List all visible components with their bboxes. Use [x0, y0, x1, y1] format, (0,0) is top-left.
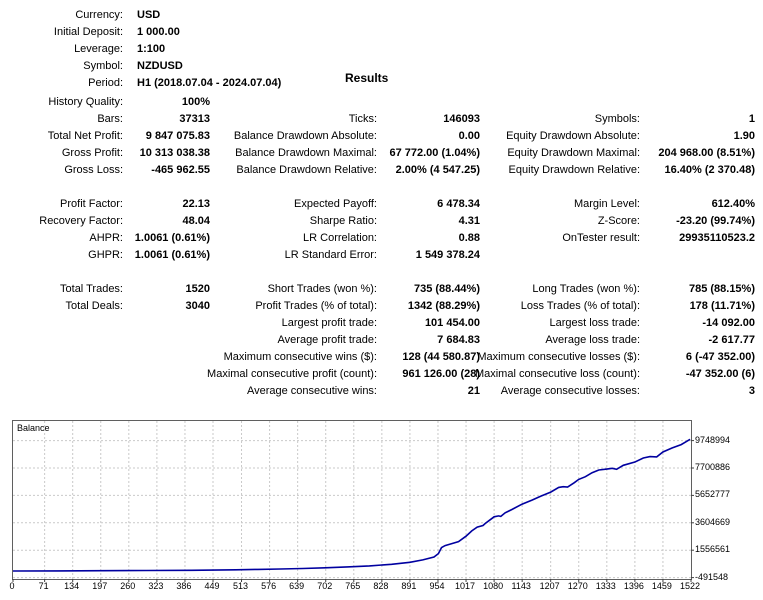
- stats-row: [0, 163, 763, 180]
- stat-value: 735 (88.44%): [413, 283, 480, 295]
- stat-value: 16.40% (2 370.48): [664, 164, 755, 176]
- stat-label: Gross Profit:: [61, 147, 123, 159]
- balance-line: [13, 439, 690, 571]
- stat-label: Profit Factor:: [60, 198, 123, 210]
- x-axis-label: 1333: [595, 581, 616, 591]
- stat-label: Maximal consecutive profit (count):: [207, 368, 377, 380]
- stat-label: Largest profit trade:: [281, 317, 377, 329]
- stat-label: Average consecutive losses:: [500, 385, 640, 397]
- header-value: H1 (2018.07.04 - 2024.07.04): [137, 77, 282, 89]
- stats-row: [0, 350, 763, 367]
- stats-row: [0, 231, 763, 248]
- stat-value: 22.13: [182, 198, 210, 210]
- x-axis-label: 1017: [455, 581, 476, 591]
- stat-value: -23.20 (99.74%): [676, 215, 755, 227]
- x-axis-label: 386: [176, 581, 192, 591]
- header-label: Initial Deposit:: [53, 26, 123, 38]
- y-axis-label: 3604669: [695, 516, 731, 527]
- stat-label: Z-Score:: [597, 215, 640, 227]
- stat-label: Sharpe Ratio:: [309, 215, 377, 227]
- stat-value: 1520: [185, 283, 210, 295]
- stat-value: -2 617.77: [708, 334, 755, 346]
- stats-row: [0, 129, 763, 146]
- stats-row: [0, 214, 763, 231]
- stat-value: 0.88: [458, 232, 480, 244]
- header-label: Symbol:: [83, 60, 123, 72]
- x-axis-label: 1459: [651, 581, 672, 591]
- stat-label: Total Net Profit:: [47, 130, 123, 142]
- y-axis-label: 5652777: [695, 489, 731, 500]
- x-axis-label: 1207: [539, 581, 560, 591]
- stat-label: Loss Trades (% of total):: [520, 300, 640, 312]
- stat-label: Maximum consecutive losses ($):: [477, 351, 640, 363]
- stat-label: Total Trades:: [60, 283, 123, 295]
- stat-label: Profit Trades (% of total):: [255, 300, 377, 312]
- stat-value: 0.00: [458, 130, 480, 142]
- stats-row: [0, 384, 763, 401]
- stats-row: [0, 367, 763, 384]
- y-axis-label: 1556561: [695, 544, 731, 555]
- stats-row: [0, 112, 763, 129]
- header-label: Currency:: [75, 9, 123, 21]
- stats-row: [0, 282, 763, 299]
- header-value: 1 000.00: [137, 26, 180, 38]
- stat-value: 146093: [443, 113, 480, 125]
- x-axis-label: 134: [64, 581, 80, 591]
- x-axis-label: 765: [345, 581, 361, 591]
- stat-value: 67 772.00 (1.04%): [389, 147, 480, 159]
- stats-row: [0, 180, 763, 197]
- x-axis-label: 1270: [567, 581, 588, 591]
- stat-label: Largest loss trade:: [549, 317, 640, 329]
- stat-label: Expected Payoff:: [294, 198, 377, 210]
- stat-label: Bars:: [97, 113, 123, 125]
- x-axis-label: 828: [373, 581, 389, 591]
- header-row-initial-deposit: [0, 26, 763, 43]
- stats-row: [0, 333, 763, 350]
- stat-value: -465 962.55: [151, 164, 210, 176]
- stat-value: 1.90: [733, 130, 755, 142]
- stat-label: Maximal consecutive loss (count):: [474, 368, 640, 380]
- stat-value: 1 549 378.24: [415, 249, 480, 261]
- stat-label: Total Deals:: [65, 300, 123, 312]
- stat-label: Balance Drawdown Maximal:: [235, 147, 377, 159]
- stat-label: Symbols:: [594, 113, 640, 125]
- x-axis-label: 0: [9, 581, 15, 591]
- stats-row: [0, 299, 763, 316]
- chart-legend-balance: Balance: [17, 423, 50, 433]
- x-axis-label: 639: [289, 581, 305, 591]
- stat-value: 101 454.00: [424, 317, 480, 329]
- stat-value: 6 (-47 352.00): [685, 351, 755, 363]
- stat-label: GHPR:: [88, 249, 123, 261]
- stat-value: 961 126.00 (28): [402, 368, 480, 380]
- stats-row: [0, 316, 763, 333]
- header-value: USD: [137, 9, 161, 21]
- x-axis-label: 576: [261, 581, 277, 591]
- stat-value: -47 352.00 (6): [685, 368, 755, 380]
- stats-row: [0, 197, 763, 214]
- stat-label: Short Trades (won %):: [267, 283, 377, 295]
- stat-value: 178 (11.71%): [689, 300, 755, 312]
- stats-row: [0, 146, 763, 163]
- x-axis-label: 513: [233, 581, 249, 591]
- stat-label: Recovery Factor:: [39, 215, 123, 227]
- stat-label: History Quality:: [48, 96, 123, 108]
- stat-label: LR Standard Error:: [284, 249, 377, 261]
- header-row-leverage: [0, 43, 763, 60]
- x-axis-label: 954: [429, 581, 445, 591]
- stat-value: 1: [748, 113, 755, 125]
- stat-value: 37313: [179, 113, 210, 125]
- stat-value: 21: [467, 385, 480, 397]
- stat-label: Gross Loss:: [64, 164, 123, 176]
- stat-value: 6 478.34: [437, 198, 480, 210]
- stat-label: Maximum consecutive wins ($):: [223, 351, 377, 363]
- header-row-currency: [0, 9, 763, 26]
- stat-label: Average loss trade:: [545, 334, 640, 346]
- balance-chart-svg: [13, 421, 691, 579]
- stat-value: 128 (44 580.87): [402, 351, 480, 363]
- stat-label: LR Correlation:: [303, 232, 377, 244]
- stat-value: 1.0061 (0.61%): [134, 232, 210, 244]
- x-axis-label: 891: [401, 581, 417, 591]
- y-axis-label: -491548: [695, 571, 729, 582]
- x-axis-label: 1396: [623, 581, 644, 591]
- stat-value: 3040: [185, 300, 210, 312]
- stat-label: Balance Drawdown Absolute:: [233, 130, 377, 142]
- x-axis-label: 1080: [483, 581, 504, 591]
- stat-label: Long Trades (won %):: [532, 283, 640, 295]
- stat-value: 612.40%: [711, 198, 755, 210]
- stat-value: 48.04: [182, 215, 210, 227]
- stat-value: 100%: [181, 96, 210, 108]
- stat-value: 29935110523.2: [679, 232, 755, 244]
- stat-value: 7 684.83: [437, 334, 480, 346]
- x-axis-label: 702: [317, 581, 333, 591]
- header-label: Period:: [88, 77, 123, 89]
- stat-value: 3: [748, 385, 755, 397]
- stat-label: Balance Drawdown Relative:: [236, 164, 377, 176]
- stat-label: OnTester result:: [562, 232, 640, 244]
- stat-label: Average profit trade:: [277, 334, 377, 346]
- stat-value: 1.0061 (0.61%): [134, 249, 210, 261]
- stat-value: 9 847 075.83: [145, 130, 210, 142]
- stats-row: [0, 248, 763, 265]
- stat-label: Equity Drawdown Absolute:: [506, 130, 640, 142]
- header-label: Leverage:: [74, 43, 123, 55]
- stat-value: 204 968.00 (8.51%): [658, 147, 755, 159]
- stat-label: Margin Level:: [573, 198, 640, 210]
- header-value: NZDUSD: [137, 60, 183, 72]
- x-axis-label: 1522: [679, 581, 701, 591]
- x-axis-label: 1143: [511, 581, 531, 591]
- stat-value: 785 (88.15%): [688, 283, 755, 295]
- x-axis-label: 260: [120, 581, 136, 591]
- x-axis-label: 197: [92, 581, 108, 591]
- y-axis-label: 9748994: [695, 434, 731, 445]
- x-axis-label: 71: [38, 581, 49, 591]
- y-axis-label: 7700886: [695, 461, 731, 472]
- stat-value: 2.00% (4 547.25): [395, 164, 480, 176]
- results-title: Results: [345, 71, 389, 85]
- stat-label: Average consecutive wins:: [246, 385, 377, 397]
- stat-value: -14 092.00: [702, 317, 755, 329]
- stat-label: Equity Drawdown Relative:: [508, 164, 640, 176]
- stat-label: Equity Drawdown Maximal:: [507, 147, 640, 159]
- stat-label: AHPR:: [89, 232, 123, 244]
- stat-value: 10 313 038.38: [139, 147, 210, 159]
- x-axis-label: 449: [204, 581, 220, 591]
- x-axis-label: 323: [148, 581, 164, 591]
- stat-label: Ticks:: [348, 113, 377, 125]
- balance-chart[interactable]: [12, 420, 692, 580]
- header-value: 1:100: [137, 43, 166, 55]
- stats-row: [0, 95, 763, 112]
- stat-value: 4.31: [458, 215, 480, 227]
- stats-row: [0, 265, 763, 282]
- stat-value: 1342 (88.29%): [407, 300, 480, 312]
